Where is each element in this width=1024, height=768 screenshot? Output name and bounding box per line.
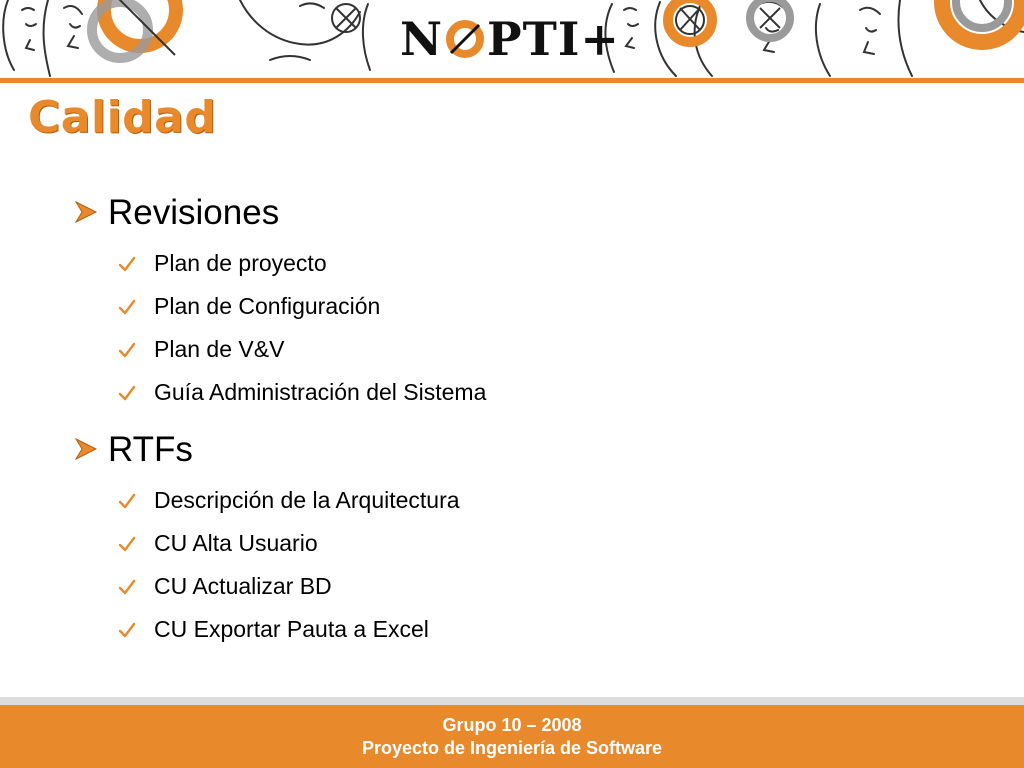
arrow-bullet-icon [74,200,100,224]
list-item [118,608,974,651]
list-item [118,242,974,285]
header-banner [0,0,1024,78]
footer-divider [0,697,1024,705]
list-item [118,285,974,328]
section-heading [74,427,974,471]
footer-bar [0,705,1024,768]
arrow-bullet-icon [74,437,100,461]
item-label: CU Actualizar BD [154,573,332,599]
item-label: Plan de proyecto [154,250,327,276]
section-label: RTFs [108,429,193,469]
footer-group-text: Grupo 10 – 2008 [442,715,582,735]
item-label: CU Exportar Pauta a Excel [154,616,429,642]
checkmark-icon [118,578,136,596]
section-label: Revisiones [108,192,280,232]
logo-life-ring-icon [445,19,485,59]
checkmark-icon [118,255,136,273]
list-item [118,479,974,522]
list-item [118,522,974,565]
slide-title: Calidad [28,92,217,143]
slide-content [74,190,974,651]
list-item [118,328,974,371]
item-list [74,479,974,651]
item-label: Descripción de la Arquitectura [154,487,460,513]
section-heading [74,190,974,234]
item-list [74,242,974,414]
item-label: Plan de Configuración [154,293,381,319]
checkmark-icon [118,298,136,316]
checkmark-icon [118,492,136,510]
header-divider [0,78,1024,83]
nopti-logo [400,8,620,70]
checkmark-icon [118,535,136,553]
section-revisiones [74,190,974,414]
item-label: Plan de V&V [154,336,285,362]
item-label: CU Alta Usuario [154,530,318,556]
checkmark-icon [118,621,136,639]
list-item [118,565,974,608]
logo-text-left: N [400,12,444,66]
footer-project-text: Proyecto de Ingeniería de Software [361,738,663,758]
section-rtfs [74,427,974,651]
list-item [118,371,974,414]
checkmark-icon [118,341,136,359]
item-label: Guía Administración del Sistema [154,379,487,405]
checkmark-icon [118,384,136,402]
logo-text-right: PTI+ [487,12,620,66]
